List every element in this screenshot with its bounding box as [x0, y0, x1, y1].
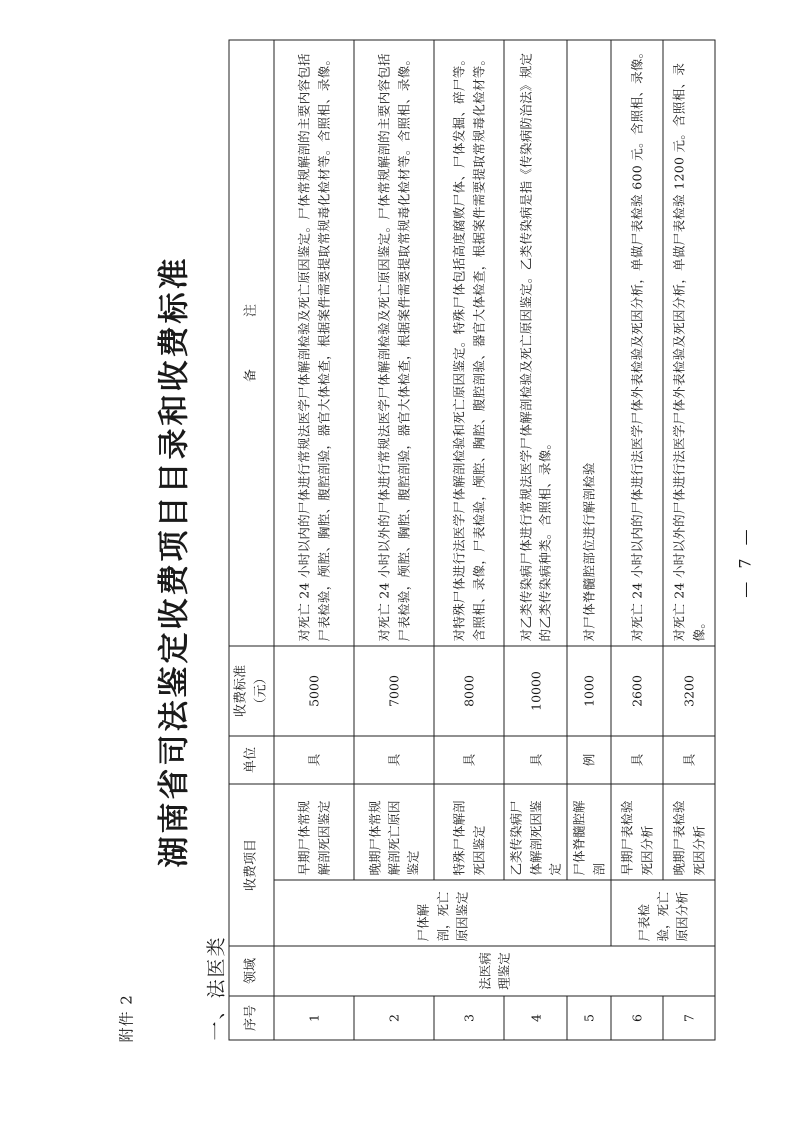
note-cell: 对死亡 24 小时以内的尸体进行常规法医学尸体解剖检验及死亡原因鉴定。尸体常规解剖的主要内容包括尸表检验，颅腔、胸腔、腹腔剖验，器官大体检查，根据案件需要提取常规毒化检材等。含照相、录像。	[274, 39, 354, 645]
row-number: 4	[504, 996, 567, 1040]
group-cell-autopsy: 尸体解剖，死亡原因鉴定	[274, 880, 611, 946]
item-name: 晚期尸表检验死因分析	[663, 783, 715, 879]
unit-cell: 例	[567, 735, 611, 783]
note-cell: 对死亡 24 小时以外的尸体进行常规法医学尸体解剖检验及死亡原因鉴定。尸体常规解剖的主要内容包括尸表检验，颅腔、胸腔、腹腔剖验，器官大体检查，根据案件需要提取常规毒化检材等。含照相、录像。	[354, 39, 434, 645]
price-cell: 1000	[567, 645, 611, 735]
price-cell: 10000	[504, 645, 567, 735]
fee-table	[228, 39, 715, 1040]
unit-cell: 具	[274, 735, 354, 783]
unit-cell: 具	[434, 735, 504, 783]
unit-cell: 具	[663, 735, 715, 783]
item-name: 特殊尸体解剖死因鉴定	[434, 783, 504, 879]
note-cell: 对尸体脊髓腔部位进行解剖检验	[567, 39, 611, 645]
header-unit: 单位	[229, 735, 274, 783]
item-name: 晚期尸体常规解剖死亡原因鉴定	[354, 783, 434, 879]
price-cell: 8000	[434, 645, 504, 735]
price-cell: 3200	[663, 645, 715, 735]
document-title: 湖南省司法鉴定收费项目目录和收费标准	[156, 255, 192, 867]
price-cell: 5000	[274, 645, 354, 735]
note-cell: 对死亡 24 小时以内的尸体进行法医学尸体外表检验及死因分析，单做尸表检验 600 元。含照相、录像。	[611, 39, 663, 645]
price-cell: 2600	[611, 645, 663, 735]
group-cell-external: 尸表检验，死亡原因分析	[611, 880, 715, 946]
section-heading: 一、法医类	[205, 934, 227, 1040]
header-item: 收费项目	[229, 783, 274, 945]
item-name: 乙类传染病尸体解剖死因鉴定	[504, 783, 567, 879]
row-number: 2	[354, 996, 434, 1040]
note-cell: 对死亡 24 小时以外的尸体进行法医学尸体外表检验及死因分析，单做尸表检验 1200 元。含照相、录像。	[663, 39, 715, 645]
unit-cell: 具	[611, 735, 663, 783]
table-row	[611, 39, 663, 1039]
item-name: 早期尸体常规解剖死因鉴定	[274, 783, 354, 879]
header-price: 收费标准（元）	[229, 645, 274, 735]
unit-cell: 具	[354, 735, 434, 783]
header-note: 备 注	[229, 39, 274, 645]
price-cell: 7000	[354, 645, 434, 735]
unit-cell: 具	[504, 735, 567, 783]
page-number: — 7 —	[735, 524, 754, 598]
row-number: 5	[567, 996, 611, 1040]
item-name: 早期尸表检验死因分析	[611, 783, 663, 879]
row-number: 1	[274, 996, 354, 1040]
annex-label: 附件 2	[117, 993, 135, 1042]
row-number: 7	[663, 996, 715, 1040]
table-header-row	[229, 39, 274, 1039]
note-cell: 对乙类传染病尸体进行常规法医学尸体解剖检验及死亡原因鉴定。乙类传染病是指《传染病防治法》规定的乙类传染病种类。含照相、录像。	[504, 39, 567, 645]
header-no: 序号	[229, 996, 274, 1040]
header-field: 领域	[229, 946, 274, 996]
item-name: 尸体脊髓腔解剖	[567, 783, 611, 879]
row-number: 3	[434, 996, 504, 1040]
field-cell: 法医病理鉴定	[274, 946, 715, 996]
note-cell: 对特殊尸体进行法医学尸体解剖检验和死亡原因鉴定。特殊尸体包括高度腐败尸体、尸体发掘、碎尸等。含照相、录像，尸表检验，颅腔、胸腔、腹腔剖验、器官大体检查，根据案件需要提取常规毒化检材等。	[434, 39, 504, 645]
table-row	[274, 39, 354, 1039]
row-number: 6	[611, 996, 663, 1040]
